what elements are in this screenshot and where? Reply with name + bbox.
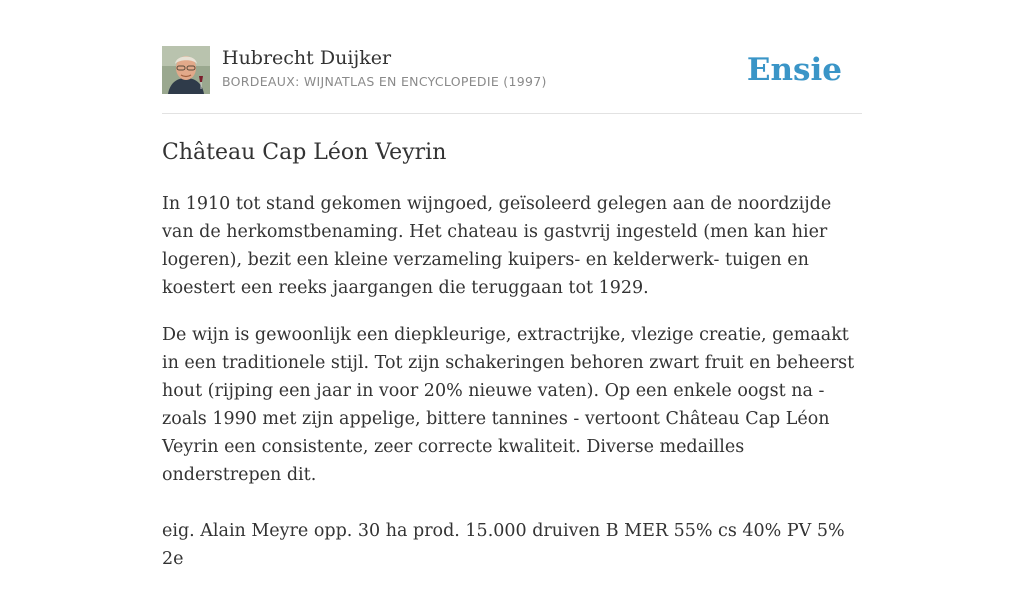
avatar-photo [162, 46, 210, 94]
author-avatar[interactable] [162, 46, 210, 94]
book-title[interactable]: BORDEAUX: WIJNATLAS EN ENCYCLOPEDIE (1997) [222, 74, 547, 89]
header-divider [162, 113, 862, 114]
article-title: Château Cap Léon Veyrin [162, 140, 447, 165]
author-name[interactable]: Hubrecht Duijker [222, 47, 392, 69]
ensie-logo[interactable]: Ensie [746, 52, 842, 88]
article-paragraph: De wijn is gewoonlijk een diepkleurige, extractrijke, vlezige creatie, gemaakt in een traditionele stijl. Tot zijn schakeringen behoren zwart fruit en beheerst hout (rijping een jaar in voor 20% nieuwe vaten). Op een enkele oogst na - zoals 1990 met zijn appelige, bittere tannines - vertoont Château Cap Léon Veyrin een consistente, zeer correcte kwaliteit. Diverse medailles onderstrepen dit. [162, 325, 855, 485]
article-paragraph: In 1910 tot stand gekomen wijngoed, geïsoleerd gelegen aan de noordzijde van de herkomstbenaming. Het chateau is gastvrij ingesteld (men kan hier logeren), bezit een kleine verzameling kuipers- en kelderwerk- tuigen en koestert een reeks jaargangen die teruggaan tot 1929. [162, 194, 832, 298]
article-body [162, 190, 862, 592]
article-paragraph: eig. Alain Meyre opp. 30 ha prod. 15.000 druiven B MER 55% cs 40% PV 5% 2e [162, 521, 845, 569]
author-header [162, 46, 862, 96]
